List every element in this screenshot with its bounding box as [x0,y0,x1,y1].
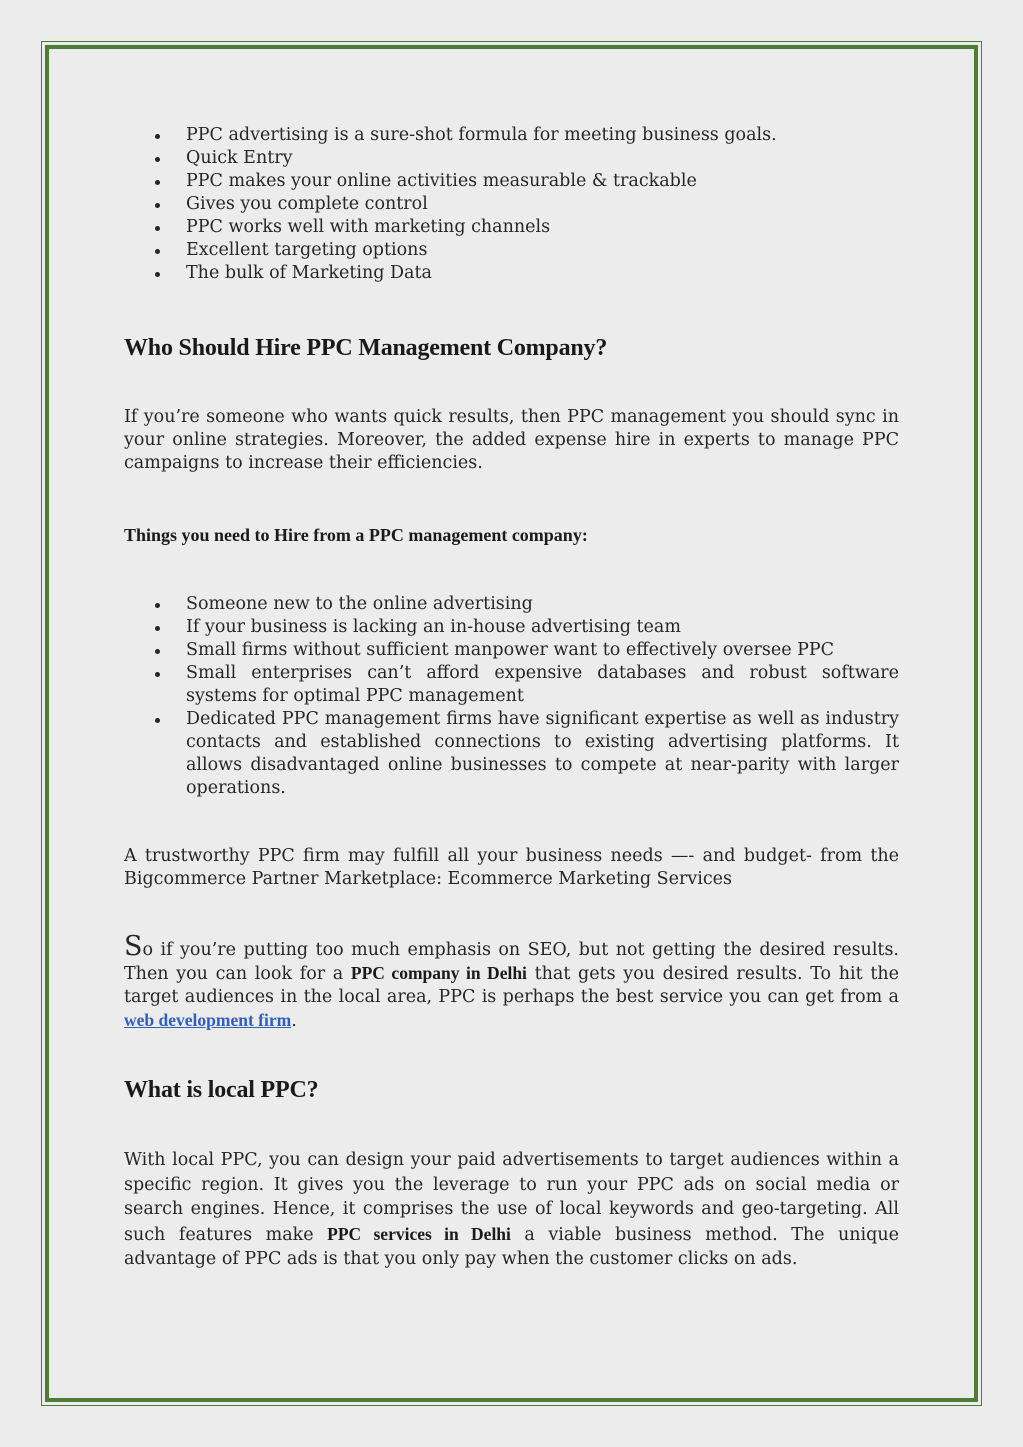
hire-reasons-list [124,593,899,800]
heading-who-should-hire: Who Should Hire PPC Management Company? [124,335,608,361]
list-item: Dedicated PPC management firms have significant expertise as well as industry contacts and established connections to existing advertising platforms. It allows disadvantaged online businesses to compete at near-parity with larger operations. [124,708,899,800]
web-development-firm-link[interactable]: web development firm [124,1010,292,1030]
bullet-icon [155,157,160,162]
bullet-icon [155,203,160,208]
bullet-icon [155,672,160,677]
bullet-icon [155,626,160,631]
list-item: PPC works well with marketing channels [124,216,899,239]
bullet-icon [155,180,160,185]
heading-what-is-local-ppc: What is local PPC? [124,1077,319,1103]
bold-ppc-company-delhi: PPC company in Delhi [350,963,527,983]
subheading-things-to-hire: Things you need to Hire from a PPC management company: [124,525,588,545]
bullet-icon [155,249,160,254]
bullet-icon [155,603,160,608]
paragraph-trustworthy-firm: A trustworthy PPC firm may fulfill all your business needs —- and budget- from the Bigcommerce Partner Marketplace: Ecommerce Marketing Services [124,846,899,889]
bullet-icon [155,272,160,277]
bullet-icon [155,226,160,231]
list-item: PPC advertising is a sure-shot formula for meeting business goals. [124,124,899,147]
bold-ppc-services-delhi: PPC services in Delhi [327,1223,511,1244]
document-body [124,124,899,1272]
list-item: Gives you complete control [124,193,899,216]
bullet-icon [155,134,160,139]
list-item: Small firms without sufficient manpower want to effectively oversee PPC [124,639,899,662]
list-item: Quick Entry [124,147,899,170]
list-item: Someone new to the online advertising [124,593,899,616]
list-item: The bulk of Marketing Data [124,262,899,285]
paragraph-local-ppc: With local PPC, you can design your paid advertisements to target audiences within a specific region. It gives you the leverage to run your PPC ads on social media or search engines. Hence, it comprises the use of local keywords and geo-targeting. All such features make PPC services in Delhi a viable business method. The unique advantage of PPC ads is that you only pay when the customer clicks on ads. [124,1150,899,1269]
list-item: PPC makes your online activities measurable & trackable [124,170,899,193]
drop-cap: S [124,931,143,962]
list-item: Excellent targeting options [124,239,899,262]
bullet-icon [155,718,160,723]
list-item: Small enterprises can’t afford expensive databases and robust software systems for optimal PPC management [124,662,899,708]
bullet-icon [155,649,160,654]
paragraph-seo: So if you’re putting too much emphasis on SEO, but not getting the desired results. Then you can look for a PPC company in Delhi that gets you desired results. To hit the target audiences in the local area, PPC is perhaps the best service you can get from a web development firm. [124,931,900,1031]
list-item: If your business is lacking an in-house advertising team [124,616,899,639]
benefits-list [124,124,899,285]
paragraph-quick-results: If you’re someone who wants quick results, then PPC management you should sync in your online strategies. Moreover, the added expense hire in experts to manage PPC campaigns to increase their efficiencies. [124,407,899,473]
